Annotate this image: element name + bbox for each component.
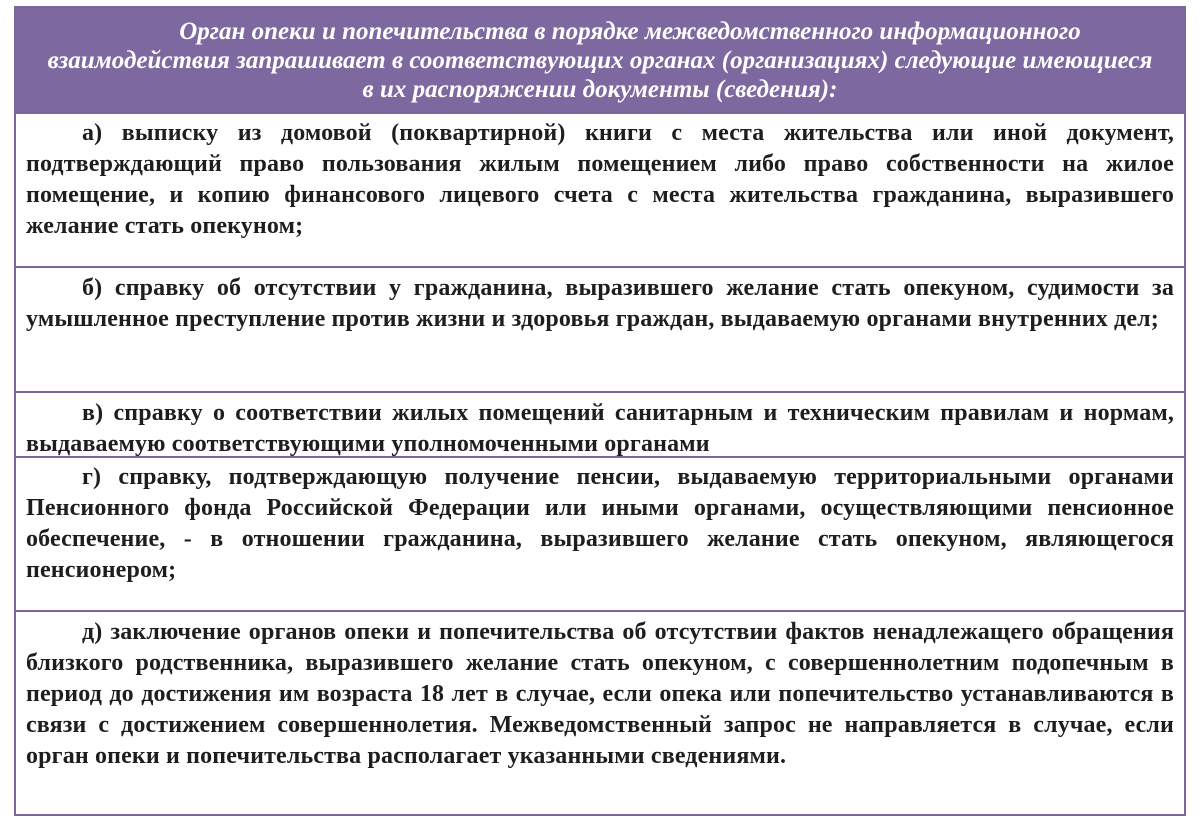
list-item-b: б) справку об отсутствии у гражданина, выразившего желание стать опекуном, судимости за умышленное преступление против жизни и здоровья граждан, выдаваемую органами внутренних дел; (26, 275, 1174, 332)
document-frame (14, 6, 1186, 816)
divider (16, 266, 1184, 268)
divider (16, 112, 1184, 114)
list-item-g: г) справку, подтверждающую получение пенсии, выдаваемую территориальными органами Пенсионного фонда Российской Федерации или иными органами, осуществляющими пенсионное обеспечение, - в отношении гражданина, выразившего желание стать опекуном, являющегося пенсионером; (26, 464, 1174, 583)
header-title: Орган опеки и попечительства в порядке межведомственного информационного взаимодействия запрашивает в соответствующих органах (организациях) следующие имеющиеся в их распоряжении документы (сведения): (16, 8, 1184, 112)
list-item-d: д) заключение органов опеки и попечительства об отсутствии фактов ненадлежащего обращения близкого родственника, выразившего желание стать опекуном, с совершеннолетним подопечным в период до достижения им возраста 18 лет в случае, если опека или попечительство устанавливаются в связи с достижением совершеннолетия. Межведомственный запрос не направляется в случае, если орган опеки и попечительства располагает указанными сведениями. (26, 619, 1174, 769)
list-item-a: а) выписку из домовой (поквартирной) книги с места жительства или иной документ, подтверждающий право пользования жилым помещением либо право собственности на жилое помещение, и копию финансового лицевого счета с места жительства гражданина, выразившего желание стать опекуном; (26, 120, 1174, 239)
divider (16, 610, 1184, 612)
list-item-v: в) справку о соответствии жилых помещений санитарным и техническим правилам и нормам, выдаваемую соответствующими уполномоченными органами (26, 400, 1174, 457)
divider (16, 391, 1184, 393)
divider (16, 456, 1184, 458)
